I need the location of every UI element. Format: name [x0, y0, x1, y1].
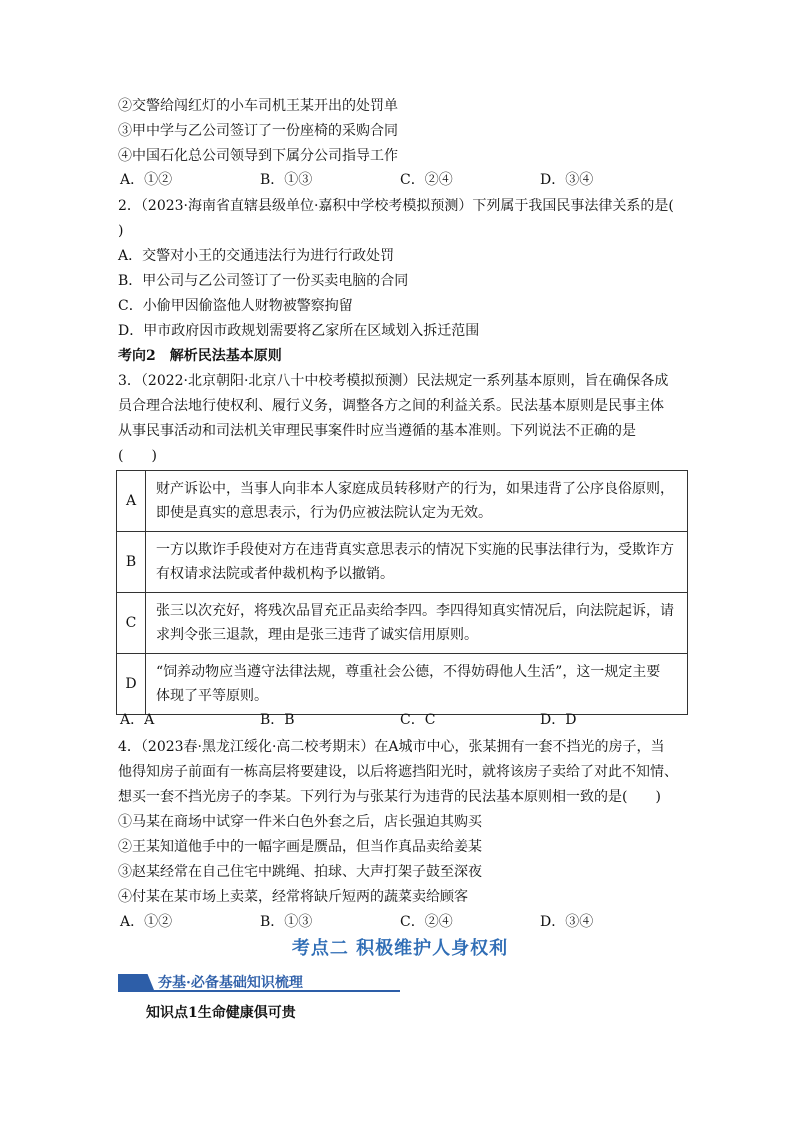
q2-option-b[interactable]: B．甲公司与乙公司签订了一份买卖电脑的合同	[118, 273, 409, 289]
q3-row-b	[117, 532, 688, 593]
q2-option-d[interactable]: D．甲市政府因市政规划需要将乙家所在区域划入拆迁范围	[118, 323, 480, 339]
banner-text: 夯基·必备基础知识梳理	[158, 975, 303, 991]
q2-option-c[interactable]: C．小偷甲因偷盗他人财物被警察拘留	[118, 298, 353, 314]
q4-option-c[interactable]: C．②④	[400, 914, 453, 930]
knowledge-point-heading: 知识点1生命健康倶可贵	[146, 1005, 296, 1021]
q1-option-d[interactable]: D．③④	[540, 172, 594, 188]
q3-option-b[interactable]: B．B	[260, 712, 295, 728]
top-item-4: ④中国石化总公司领导到下属分公司指导工作	[118, 148, 398, 164]
q3-row-text: 张三以次充好，将残次品冒充正品卖给李四。李四得知真实情况后，向法院起诉，请 求判令张三退款，理由是张三违背了诚实信用原则。	[146, 593, 688, 654]
q3-choice-table	[116, 470, 688, 715]
q3-row-c	[117, 593, 688, 654]
q3-option-d[interactable]: D．D	[540, 712, 577, 728]
top-item-2: ②交警给闯红灯的小车司机王某开出的处罚单	[118, 98, 398, 114]
banner-wedge-icon	[118, 974, 154, 990]
q3-row-label: B	[117, 532, 146, 593]
q2-stem-line2: )	[118, 223, 124, 239]
q4-option-a[interactable]: A．①②	[120, 914, 173, 930]
q2-option-a[interactable]: A．交警对小王的交通违法行为进行行政处罚	[118, 248, 395, 264]
section-banner	[118, 972, 402, 996]
q3-stem-line4: ( )	[118, 448, 157, 464]
q3-row-a	[117, 471, 688, 532]
q4-item-3: ③赵某经常在自己住宅中跳绳、拍球、大声打架子鼓至深夜	[118, 864, 482, 880]
q4-options	[118, 912, 718, 932]
q3-stem-line2: 员合理合法地行使权利、履行义务，调整各方之间的利益关系。民法基本原则是民事主体	[118, 398, 664, 414]
q4-item-2: ②王某知道他手中的一幅字画是赝品，但当作真品卖给姜某	[118, 839, 482, 855]
q3-option-c[interactable]: C．C	[400, 712, 436, 728]
q3-stem-line3: 从事民事活动和司法机关审理民事案件时应当遵循的基本准则。下列说法不正确的是	[118, 423, 636, 439]
q4-option-d[interactable]: D．③④	[540, 914, 594, 930]
q3-option-a[interactable]: A．A	[120, 712, 155, 728]
q3-row-label: C	[117, 593, 146, 654]
q3-stem-line1: 3．（2022·北京朝阳·北京八十中校考模拟预测）民法规定一系列基本原则，旨在确保各成	[118, 373, 669, 389]
q2-stem-line1: 2．（2023·海南省直辖县级单位·嘉积中学校考模拟预测）下列属于我国民事法律关系的是(	[118, 198, 674, 214]
q4-stem-line1: 4．（2023春·黑龙江绥化·高二校考期末）在A城市中心，张某拥有一套不挡光的房子，当	[118, 739, 665, 755]
q3-row-text: 一方以欺诈手段使对方在违背真实意思表示的情况下实施的民事法律行为，受欺诈方 有权请求法院或者仲裁机构予以撤销。	[146, 532, 688, 593]
q3-row-d	[117, 654, 688, 715]
q3-row-label: A	[117, 471, 146, 532]
q4-item-1: ①马某在商场中试穿一件米白色外套之后，店长强迫其购买	[118, 814, 482, 830]
top-item-3: ③甲中学与乙公司签订了一份座椅的采购合同	[118, 123, 398, 139]
q4-stem-line3: 想买一套不挡光房子的李某。下列行为与张某行为违背的民法基本原则相一致的是( )	[118, 789, 661, 805]
q4-stem-line2: 他得知房子前面有一栋高层将要建设，以后将遮挡阳光时，就将该房子卖给了对此不知情、	[118, 764, 678, 780]
q1-options	[118, 170, 718, 190]
direction-2-heading: 考向2 解析民法基本原则	[118, 348, 282, 364]
q1-option-c[interactable]: C．②④	[400, 172, 453, 188]
q1-option-a[interactable]: A．①②	[120, 172, 173, 188]
q1-option-b[interactable]: B．①③	[260, 172, 313, 188]
section-title: 考点二 积极维护人身权利	[291, 938, 509, 959]
q3-row-text: 财产诉讼中，当事人向非本人家庭成员转移财产的行为，如果违背了公序良俗原则， 即使是真实的意思表示，行为仍应被法院认定为无效。	[146, 471, 688, 532]
q3-row-text: “饲养动物应当遵守法律法规，尊重社会公德，不得妨碍他人生活”，这一规定主要 体现了平等原则。	[146, 654, 688, 715]
q3-row-label: D	[117, 654, 146, 715]
q4-item-4: ④付某在某市场上卖菜，经常将缺斤短两的蔬菜卖给顾客	[118, 889, 468, 905]
q3-options	[118, 710, 718, 730]
q4-option-b[interactable]: B．①③	[260, 914, 313, 930]
